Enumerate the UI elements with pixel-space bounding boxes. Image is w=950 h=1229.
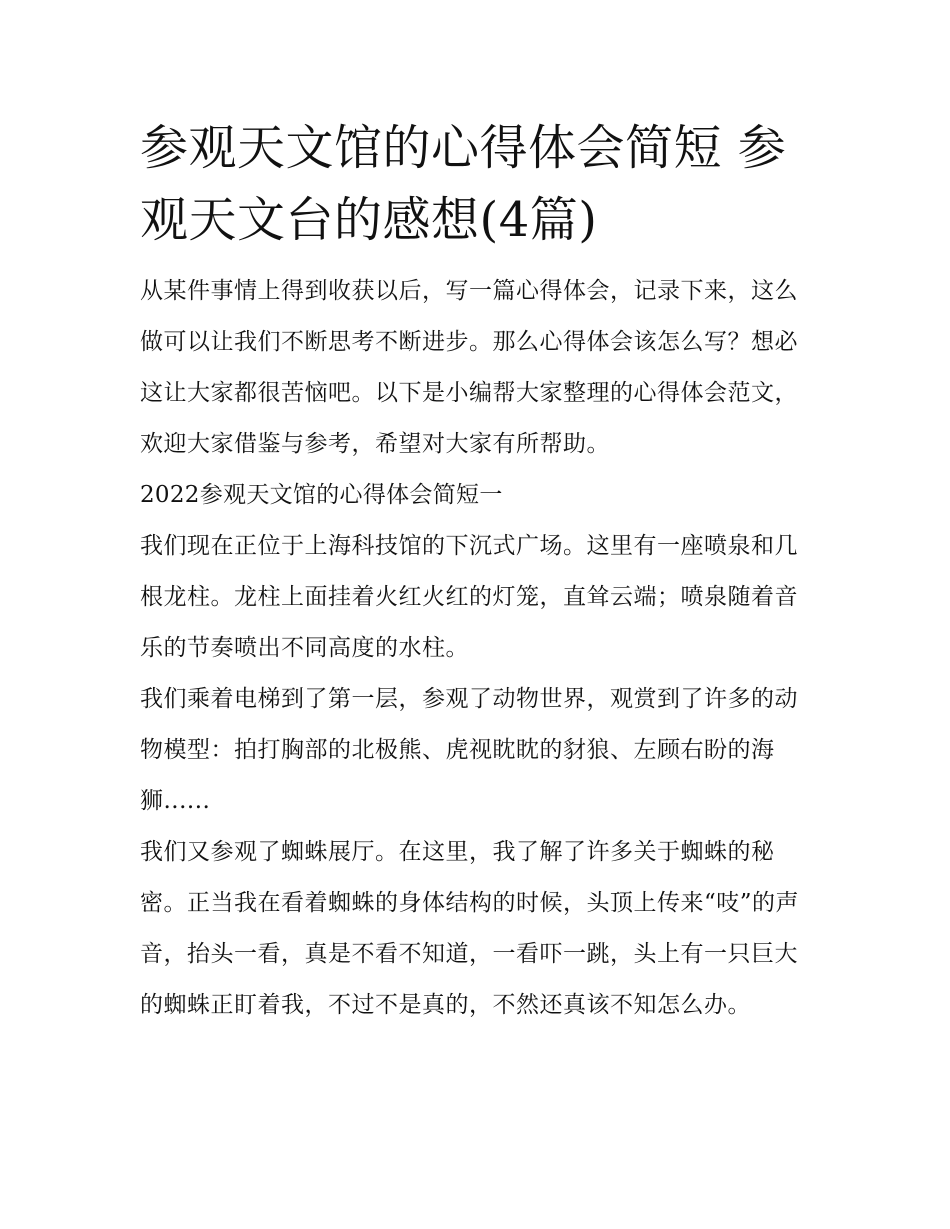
body-paragraph: 我们现在正位于上海科技馆的下沉式广场。这里有一座喷泉和几根龙柱。龙柱上面挂着火红火红的灯笼，直耸云端；喷泉随着音乐的节奏喷出不同高度的水柱。 [140, 533, 798, 661]
document-body [140, 112, 820, 1031]
body-paragraph: 我们乘着电梯到了第一层，参观了动物世界，观赏到了许多的动物模型：拍打胸部的北极熊、虎视眈眈的豺狼、左顾右盼的海狮...... [140, 686, 798, 814]
section-heading: 2022参观天文馆的心得体会简短一 [140, 482, 503, 508]
document-title: 参观天文馆的心得体会简短 参观天文台的感想(4篇) [140, 120, 787, 248]
intro-paragraph: 从某件事情上得到收获以后，写一篇心得体会，记录下来，这么做可以让我们不断思考不断进步。那么心得体会该怎么写？想必这让大家都很苦恼吧。以下是小编帮大家整理的心得体会范文，欢迎大家借鉴与参考，希望对大家有所帮助。 [140, 278, 798, 457]
body-paragraph: 我们又参观了蜘蛛展厅。在这里，我了解了许多关于蜘蛛的秘密。正当我在看着蜘蛛的身体结构的时候，头顶上传来“吱”的声音，抬头一看，真是不看不知道，一看吓一跳，头上有一只巨大的蜘蛛正盯着我，不过不是真的，不然还真该不知怎么办。 [140, 839, 800, 1018]
